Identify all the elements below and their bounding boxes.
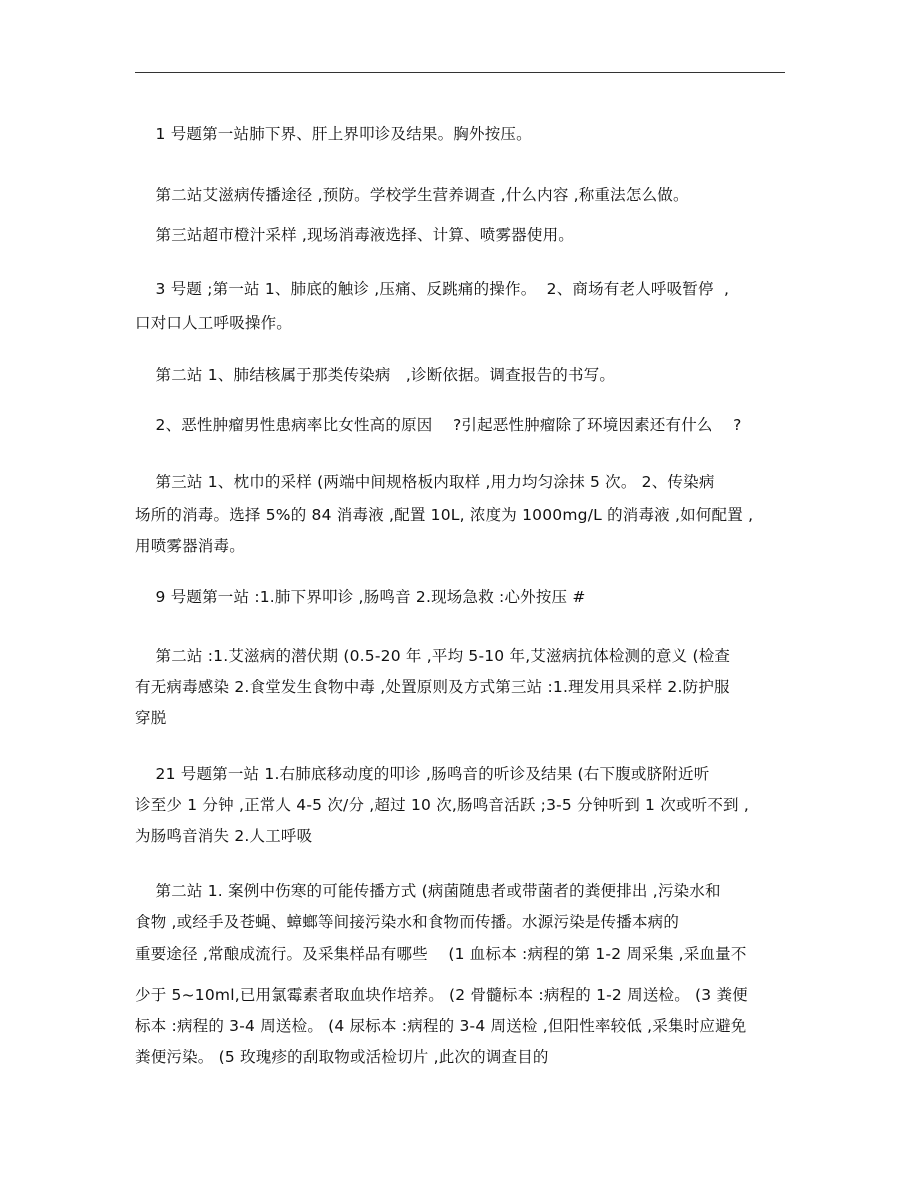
text-line: 口对口人工呼吸操作。 — [135, 314, 293, 332]
text-line: 1 号题第一站肺下界、肝上界叩诊及结果。胸外按压。 — [135, 125, 532, 143]
text-line: 场所的消毒。选择 5%的 84 消毒液 ,配置 10L, 浓度为 1000mg/L 的消毒液 ,如何配置 , — [135, 506, 754, 524]
text-line: 食物 ,或经手及苍蝇、蟑螂等间接污染水和食物而传播。水源污染是传播本病的 — [135, 913, 680, 931]
text-line: 有无病毒感染 2.食堂发生食物中毒 ,处置原则及方式第三站 :1.理发用具采样 2.防护服 — [135, 678, 730, 696]
text-line: 第二站 1、肺结核属于那类传染病 ,诊断依据。调查报告的书写。 — [135, 366, 616, 384]
text-line: 重要途径 ,常酿成流行。及采集样品有哪些 (1 血标本 :病程的第 1-2 周采集 ,采血量不 — [135, 945, 747, 963]
text-line: 穿脱 — [135, 709, 167, 727]
text-line: 21 号题第一站 1.右肺底移动度的叩诊 ,肠鸣音的听诊及结果 (右下腹或脐附近听 — [135, 765, 710, 783]
text-line: 为肠鸣音消失 2.人工呼吸 — [135, 827, 313, 845]
text-line: 第三站超市橙汁采样 ,现场消毒液选择、计算、喷雾器使用。 — [135, 226, 574, 244]
text-line: 第二站 :1.艾滋病的潜伏期 (0.5-20 年 ,平均 5-10 年,艾滋病抗体检测的意义 (检查 — [135, 647, 731, 665]
text-line: 第三站 1、枕巾的采样 (两端中间规格板内取样 ,用力均匀涂抹 5 次。 2、传染病 — [135, 473, 715, 491]
text-line: 第二站 1. 案例中伤寒的可能传播方式 (病菌随患者或带菌者的粪便排出 ,污染水和 — [135, 882, 721, 900]
text-line: 诊至少 1 分钟 ,正常人 4-5 次/分 ,超过 10 次,肠鸣音活跃 ;3-5 分钟听到 1 次或听不到 , — [135, 796, 749, 814]
text-line: 用喷雾器消毒。 — [135, 537, 245, 555]
text-line: 第二站艾滋病传播途径 ,预防。学校学生营养调查 ,什么内容 ,称重法怎么做。 — [135, 186, 689, 204]
text-line: 粪便污染。 (5 玫瑰疹的刮取物或活检切片 ,此次的调查目的 — [135, 1048, 549, 1066]
text-line: 2、恶性肿瘤男性患病率比女性高的原因 ?引起恶性肿瘤除了环境因素还有什么 ? — [135, 416, 742, 434]
text-line: 9 号题第一站 :1.肺下界叩诊 ,肠鸣音 2.现场急救 :心外按压 # — [135, 588, 586, 606]
text-line: 3 号题 ;第一站 1、肺底的触诊 ,压痛、反跳痛的操作。 2、商场有老人呼吸暂停 , — [135, 280, 730, 298]
header-rule — [135, 72, 785, 73]
text-line: 少于 5~10ml,已用氯霉素者取血块作培养。 (2 骨髓标本 :病程的 1-2 周送检。 (3 粪便 — [135, 986, 748, 1004]
text-line: 标本 :病程的 3-4 周送检。 (4 尿标本 :病程的 3-4 周送检 ,但阳性率较低 ,采集时应避免 — [135, 1017, 747, 1035]
